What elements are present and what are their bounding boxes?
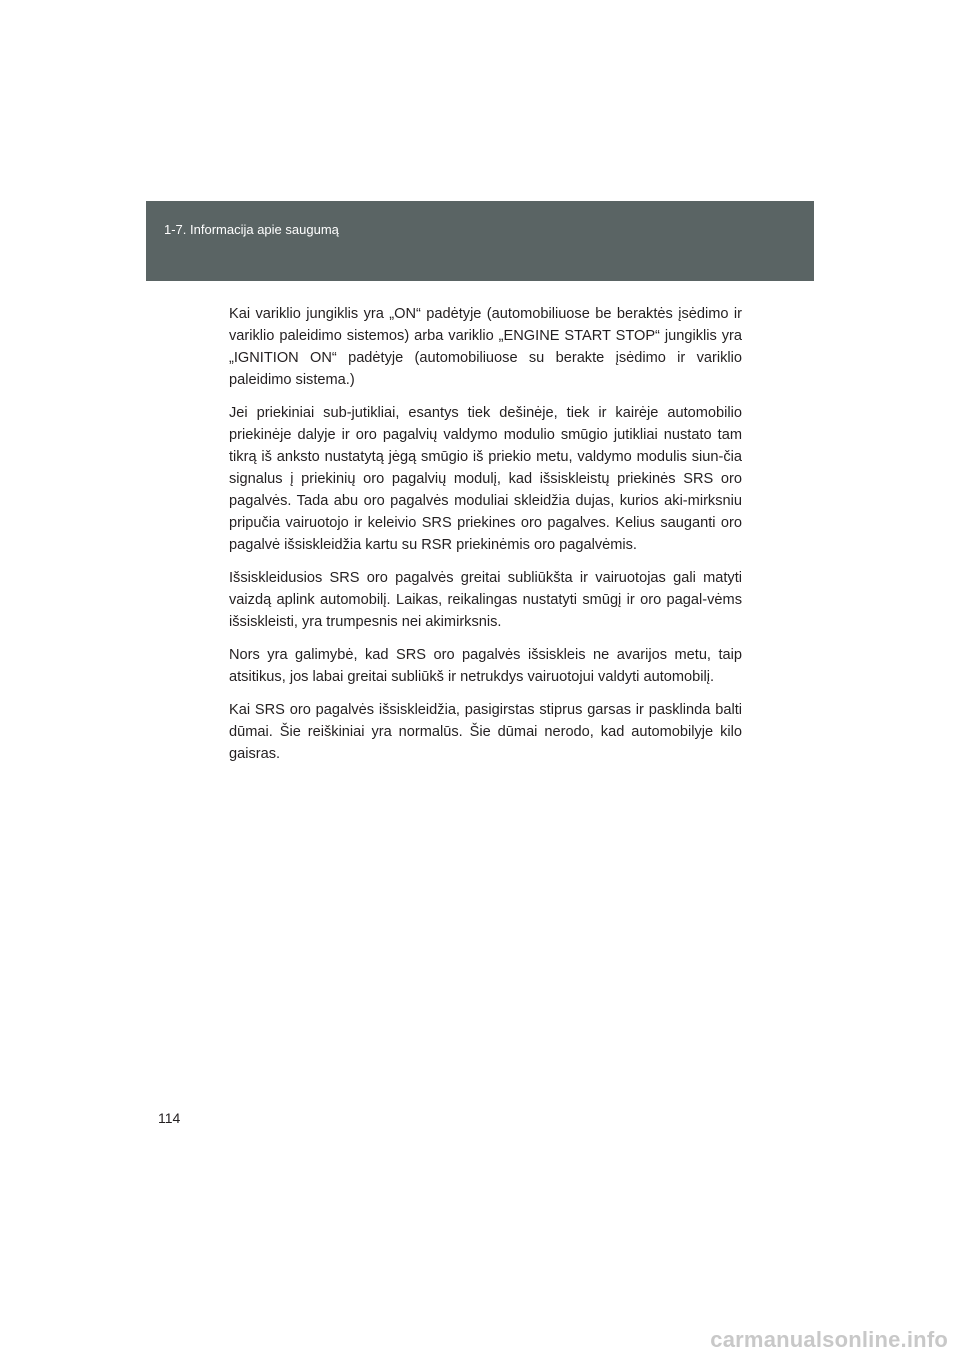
watermark: carmanualsonline.info: [710, 1327, 948, 1352]
paragraph: Išsiskleidusios SRS oro pagalvės greitai subliūkšta ir vairuotojas gali matyti vaizdą aplink automobilį. Laikas, reikalingas nustatyti smūgį ir oro pagal-vėms išsiskleisti, yra trumpesnis nei akimirksnis.: [229, 570, 742, 630]
section-header-band: [146, 201, 814, 281]
section-title: 1-7. Informacija apie saugumą: [164, 222, 339, 237]
page-number: 114: [158, 1110, 181, 1126]
paragraph: Kai SRS oro pagalvės išsiskleidžia, pasigirstas stiprus garsas ir pasklinda balti dūmai. Šie reiškiniai yra normalūs. Šie dūmai nerodo, kad automobilyje kilo gaisras.: [229, 702, 742, 762]
body-text: [229, 303, 742, 776]
paragraph: Nors yra galimybė, kad SRS oro pagalvės išsiskleis ne avarijos metu, taip atsitikus, jos labai greitai subliūkš ir netrukdys vairuotojui valdyti automobilį.: [229, 647, 742, 685]
paragraph: Kai variklio jungiklis yra „ON“ padėtyje (automobiliuose be beraktės įsėdimo ir variklio paleidimo sistemos) arba variklio „ENGINE START STOP“ jungiklis yra „IGNITION ON“ padėtyje (automobiliuose su berakte įsėdimo ir variklio paleidimo sistema.): [229, 306, 742, 388]
paragraph: Jei priekiniai sub-jutikliai, esantys tiek dešinėje, tiek ir kairėje automobilio priekinėje dalyje ir oro pagalvių valdymo modulio smūgio jutikliai nustato tam tikrą iš anksto nustatytą jėgą smūgio iš priekio metu, valdymo modulis siun-čia signalus į priekinių oro pagalvių modulį, kad išsiskleistų priekinės SRS oro pagalvės. Tada abu oro pagalvės moduliai skleidžia dujas, kurios aki-mirksniu pripučia vairuotojo ir keleivio SRS priekines oro pagalves. Kelius sauganti oro pagalvė išsiskleidžia kartu su RSR priekinėmis oro pagalvėmis.: [229, 405, 742, 553]
